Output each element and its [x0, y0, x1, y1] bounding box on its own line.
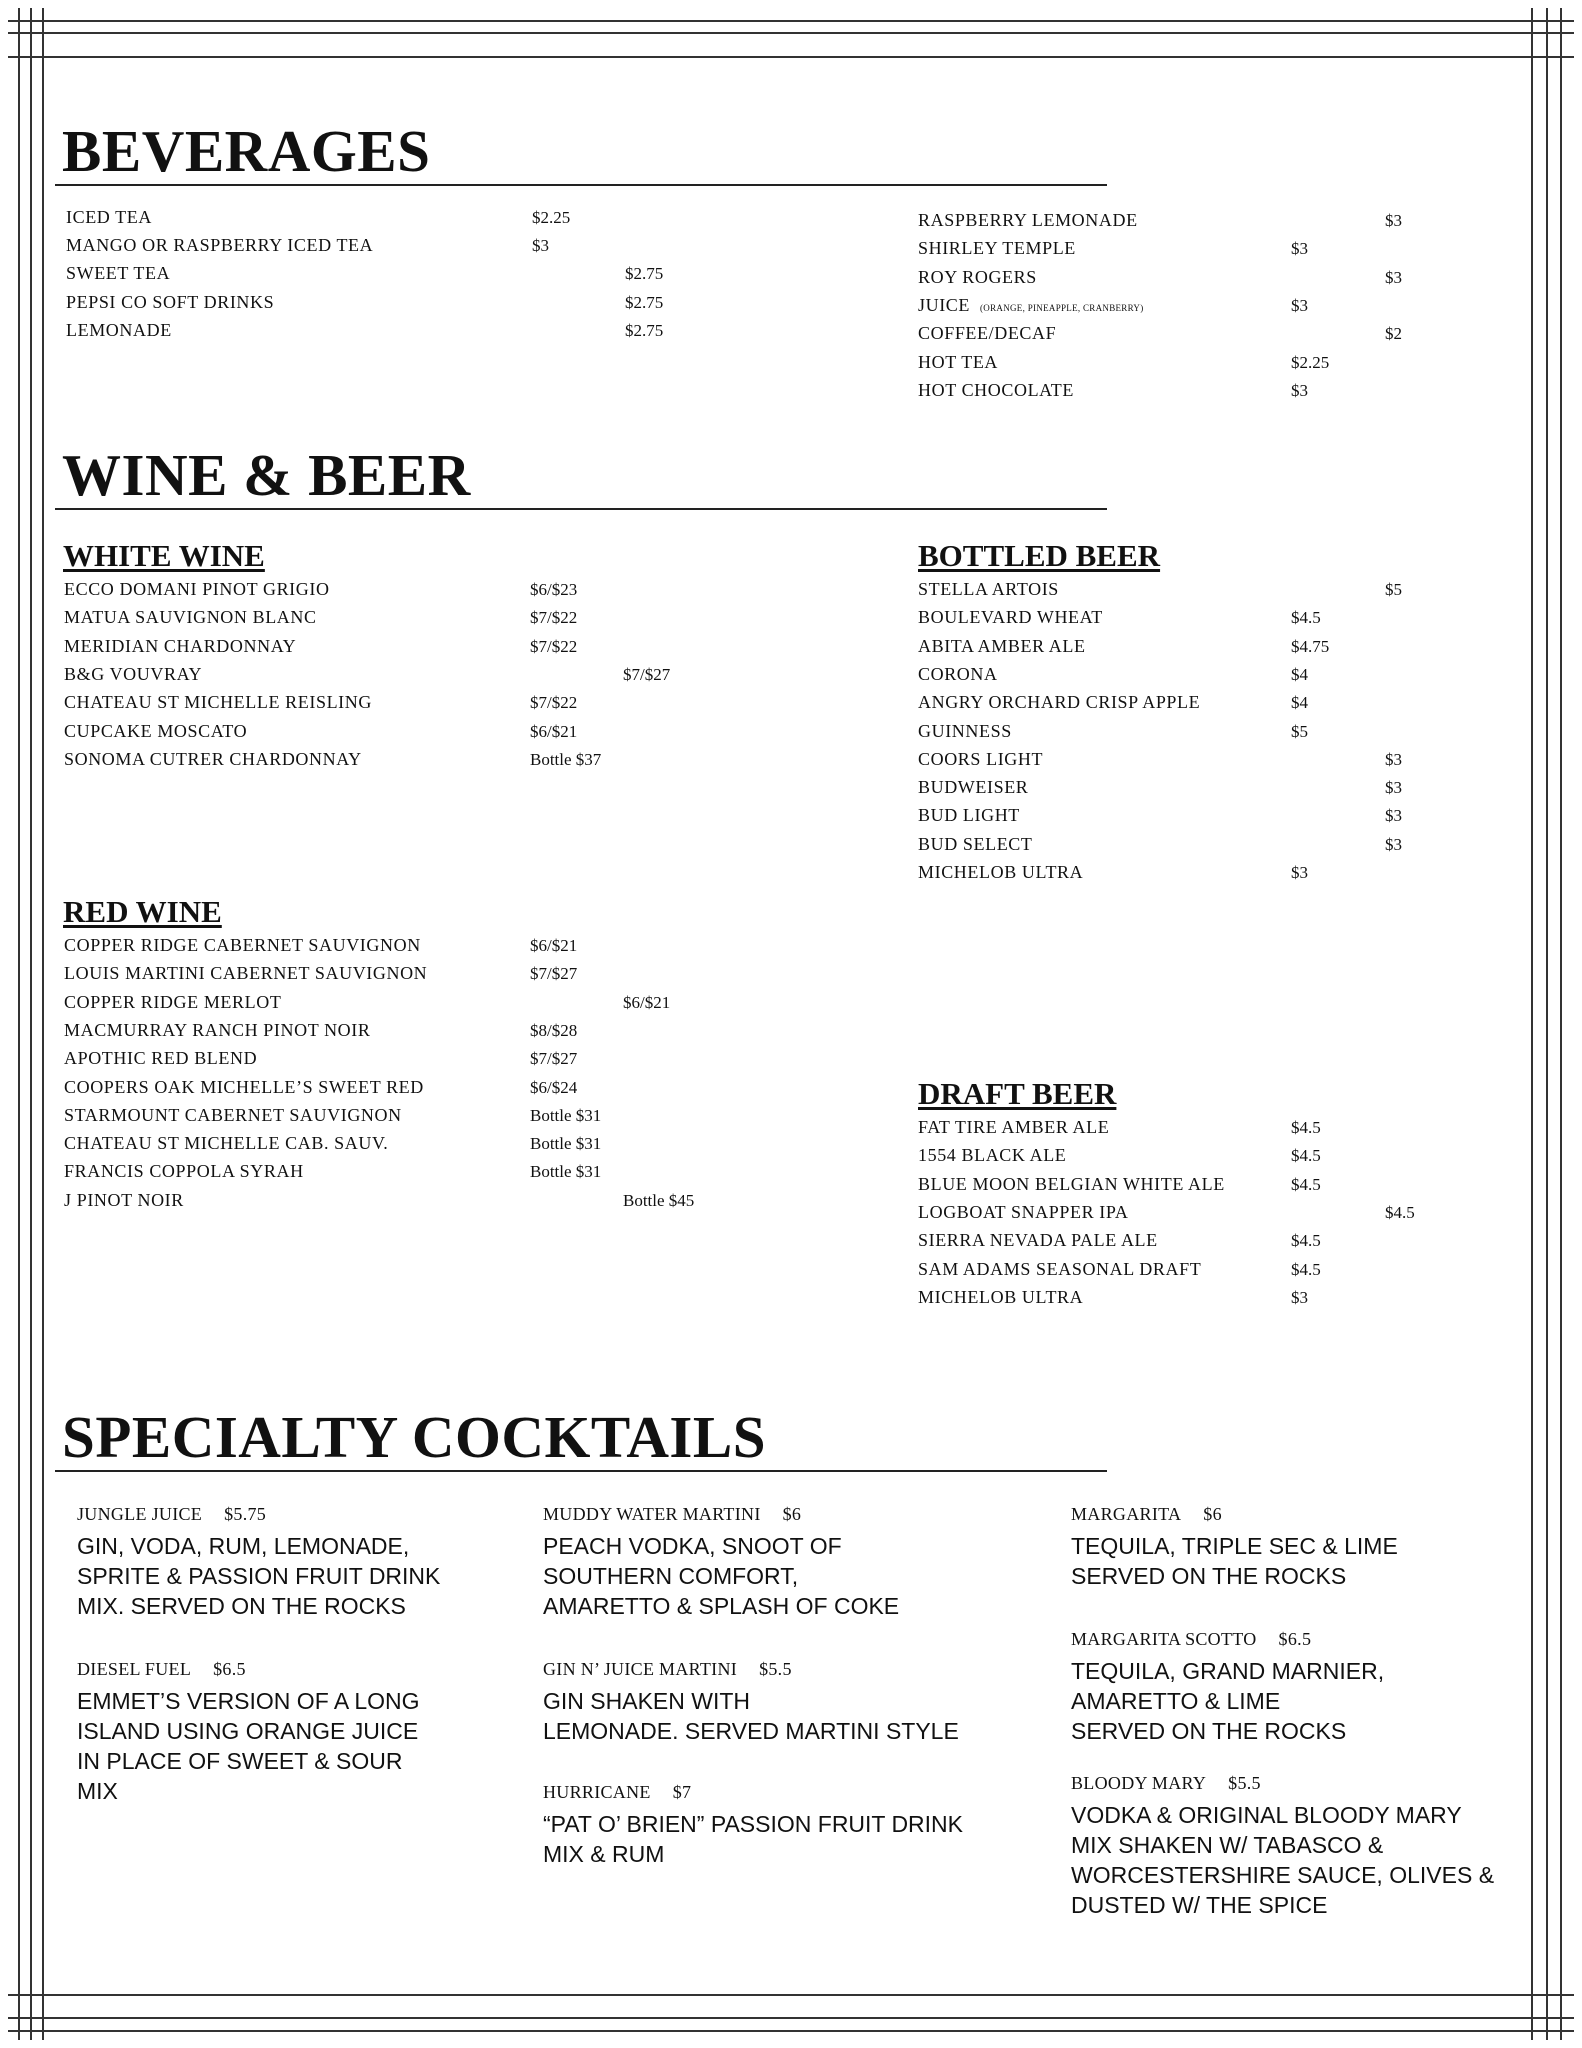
menu-item-name: MACMURRAY RANCH PINOT NOIR: [64, 1019, 371, 1040]
menu-item-name: ICED TEA: [66, 207, 152, 227]
menu-item-price: $4.5: [1291, 1259, 1321, 1279]
menu-item-name: 1554 BLACK ALE: [918, 1145, 1067, 1166]
menu-item-price: Bottle $31: [530, 1134, 602, 1154]
menu-item-name: SHIRLEY TEMPLE: [918, 238, 1076, 259]
menu-item-name: MERIDIAN CHARDONNAY: [64, 635, 297, 656]
menu-item-price: $4.75: [1291, 636, 1330, 656]
menu-item-note: (ORANGE, PINEAPPLE, CRANBERRY): [980, 302, 1144, 313]
menu-item-price: $3: [1291, 380, 1308, 400]
menu-item-name: B&G VOUVRAY: [64, 663, 203, 684]
menu-item-name: LEMONADE: [66, 319, 172, 340]
menu-item-price: $2.75: [625, 320, 664, 340]
cocktail-description: GIN SHAKEN WITH LEMONADE. SERVED MARTINI STYLE: [543, 1688, 959, 1744]
cocktail-name: GIN N’ JUICE MARTINI $5.5: [543, 1659, 792, 1679]
menu-item-price: $3: [1291, 863, 1308, 882]
menu-item-name: SAM ADAMS SEASONAL DRAFT: [918, 1258, 1202, 1279]
menu-item-price: $5: [1291, 721, 1308, 741]
menu-item-name: COPPER RIDGE CABERNET SAUVIGNON: [64, 935, 421, 955]
menu-item-name: CUPCAKE MOSCATO: [64, 720, 248, 741]
menu-item-name: ROY ROGERS: [918, 266, 1037, 287]
menu-item-name: MICHELOB ULTRA: [918, 1286, 1084, 1307]
cocktail-description: TEQUILA, TRIPLE SEC & LIME SERVED ON THE ROCKS: [1071, 1533, 1398, 1589]
menu-item-price: $4.5: [1291, 1118, 1321, 1137]
menu-item-name: CORONA: [918, 663, 998, 684]
cocktail-description: PEACH VODKA, SNOOT OF SOUTHERN COMFORT, AMARETTO & SPLASH OF COKE: [543, 1533, 900, 1619]
menu-item-price: $7/$22: [530, 693, 578, 713]
menu-item-price: $7/$27: [530, 1049, 578, 1069]
cocktail-description: EMMET’S VERSION OF A LONG ISLAND USING ORANGE JUICE IN PLACE OF SWEET & SOUR MIX: [77, 1688, 420, 1804]
cocktail-name: MARGARITA $6: [1071, 1504, 1222, 1524]
frame-line: [8, 32, 1574, 34]
menu-item-name: APOTHIC RED BLEND: [64, 1048, 258, 1069]
menu-item-price: $4.5: [1291, 608, 1321, 628]
menu-item-price: $3: [1291, 1287, 1308, 1307]
menu-item-price: $2.25: [1291, 352, 1330, 372]
menu-item-price: $3: [1385, 778, 1402, 798]
menu-item-price: $4: [1291, 664, 1308, 684]
menu-item-name: ECCO DOMANI PINOT GRIGIO: [64, 579, 330, 599]
beverages-title: BEVERAGES: [62, 118, 431, 184]
menu-item-price: Bottle $31: [530, 1162, 602, 1182]
menu-item-price: $8/$28: [530, 1020, 578, 1040]
cocktail-price: $6.5: [1278, 1629, 1312, 1649]
frame-line: [18, 8, 20, 2040]
cocktail-price: $5.5: [1228, 1773, 1261, 1793]
menu-item-name: COORS LIGHT: [918, 748, 1044, 769]
section-rule: [55, 508, 1107, 510]
cocktail-price: $5.5: [759, 1659, 792, 1679]
cocktail-description: GIN, VODA, RUM, LEMONADE, SPRITE & PASSION FRUIT DRINK MIX. SERVED ON THE ROCKS: [77, 1533, 441, 1619]
cocktail-name: MUDDY WATER MARTINI $6: [543, 1504, 802, 1524]
cocktail-price: $6: [782, 1504, 802, 1524]
frame-line: [8, 2017, 1574, 2019]
menu-item-price: $3: [1291, 239, 1308, 259]
cocktail-name: DIESEL FUEL $6.5: [77, 1659, 246, 1679]
menu-item-price: $4.5: [1291, 1174, 1321, 1194]
cocktails-title: SPECIALTY COCKTAILS: [62, 1404, 767, 1470]
frame-line: [8, 2030, 1574, 2032]
menu-item-name: COPPER RIDGE MERLOT: [64, 991, 282, 1012]
menu-item-price: $3: [1291, 295, 1308, 315]
menu-item-name: LOUIS MARTINI CABERNET SAUVIGNON: [64, 963, 428, 984]
menu-item-name: HOT CHOCOLATE: [918, 379, 1074, 400]
menu-item-name: BUD LIGHT: [918, 805, 1020, 826]
menu-item-price: $7/$22: [530, 608, 578, 628]
section-rule: [55, 184, 1107, 186]
menu-item-price: $3: [1385, 834, 1402, 854]
cocktail-description: “PAT O’ BRIEN” PASSION FRUIT DRINK MIX & RUM: [543, 1811, 964, 1867]
frame-line: [8, 1994, 1574, 1996]
menu-item-name: ABITA AMBER ALE: [918, 635, 1086, 656]
cocktail-price: $7: [672, 1782, 692, 1802]
menu-item-price: $4.5: [1291, 1231, 1321, 1251]
cocktail-description: TEQUILA, GRAND MARNIER, AMARETTO & LIME SERVED ON THE ROCKS: [1071, 1658, 1385, 1744]
menu-item-name: STELLA ARTOIS: [918, 579, 1059, 599]
cocktail-price: $5.75: [224, 1504, 267, 1524]
menu-item-name: PEPSI CO SOFT DRINKS: [66, 291, 275, 312]
menu-item-name: BOULEVARD WHEAT: [918, 607, 1103, 628]
menu-item-name: BLUE MOON BELGIAN WHITE ALE: [918, 1173, 1225, 1194]
frame-line: [1546, 8, 1548, 2040]
frame-line: [1560, 8, 1562, 2040]
menu-item-name: COOPERS OAK MICHELLE’S SWEET RED: [64, 1076, 424, 1097]
menu-item-price: $6/$21: [623, 992, 671, 1012]
section-rule: [55, 1470, 1107, 1472]
cocktail-description: VODKA & ORIGINAL BLOODY MARY MIX SHAKEN W/ TABASCO & WORCESTERSHIRE SAUCE, OLIVES & DUSTED W/ THE SPICE: [1071, 1802, 1495, 1918]
menu-item-name: STARMOUNT CABERNET SAUVIGNON: [64, 1104, 402, 1125]
menu-item-price: $3: [1385, 267, 1402, 287]
menu-item-price: $6/$21: [530, 936, 578, 955]
cocktail-price: $6.5: [213, 1659, 246, 1679]
menu-item-price: $4: [1291, 693, 1308, 713]
menu-item-name: CHATEAU ST MICHELLE CAB. SAUV.: [64, 1133, 389, 1154]
draft-beer-heading: DRAFT BEER: [918, 1076, 1117, 1111]
menu-item-name: BUDWEISER: [918, 777, 1029, 798]
menu-item-name: HOT TEA: [918, 351, 999, 372]
menu-item-price: $6/$24: [530, 1077, 578, 1097]
menu-item-name: SIERRA NEVADA PALE ALE: [918, 1230, 1158, 1251]
cocktail-name: BLOODY MARY $5.5: [1071, 1773, 1261, 1793]
menu-item-price: $2: [1385, 324, 1402, 344]
menu-item-name: SONOMA CUTRER CHARDONNAY: [64, 748, 362, 769]
menu-item-price: $7/$27: [623, 664, 671, 684]
menu-item-price: $2.75: [625, 292, 664, 312]
menu-item-price: Bottle $37: [530, 749, 602, 769]
menu-item-name: MATUA SAUVIGNON BLANC: [64, 607, 317, 628]
menu-item-name: RASPBERRY LEMONADE: [918, 210, 1138, 230]
menu-item-price: Bottle $45: [623, 1190, 695, 1210]
frame-line: [1531, 8, 1533, 2040]
menu-item-price: $6/$23: [530, 580, 578, 599]
menu-item-name: MANGO OR RASPBERRY ICED TEA: [66, 235, 374, 256]
menu-item-price: $4.5: [1291, 1146, 1321, 1166]
menu-item-price: $3: [532, 236, 549, 256]
menu-item-price: $7/$22: [530, 636, 578, 656]
menu-item-price: Bottle $31: [530, 1105, 602, 1125]
frame-line: [42, 8, 44, 2040]
menu-item-name: GUINNESS: [918, 720, 1012, 741]
cocktail-name: JUNGLE JUICE $5.75: [77, 1504, 267, 1524]
menu-item-name: JUICE (ORANGE, PINEAPPLE, CRANBERRY): [918, 294, 1144, 315]
menu-item-price: $3: [1385, 806, 1402, 826]
menu-item-price: $6/$21: [530, 721, 578, 741]
menu-item-name: COFFEE/DECAF: [918, 323, 1057, 344]
menu-item-name: FAT TIRE AMBER ALE: [918, 1117, 1110, 1137]
red-wine-heading: RED WINE: [63, 894, 222, 929]
frame-line: [8, 20, 1574, 22]
bottled-beer-heading: BOTTLED BEER: [918, 538, 1161, 573]
menu-item-name: BUD SELECT: [918, 833, 1033, 854]
menu-item-price: $5: [1385, 580, 1402, 599]
menu-item-price: $3: [1385, 749, 1402, 769]
menu-item-price: $2.75: [625, 264, 664, 284]
menu-item-name: J PINOT NOIR: [64, 1189, 184, 1210]
cocktail-name: MARGARITA SCOTTO $6.5: [1071, 1629, 1312, 1649]
menu-item-name: MICHELOB ULTRA: [918, 862, 1084, 882]
cocktail-price: $6: [1203, 1504, 1222, 1524]
menu-item-name: CHATEAU ST MICHELLE REISLING: [64, 692, 372, 713]
white-wine-heading: WHITE WINE: [63, 538, 265, 573]
menu-item-price: $7/$27: [530, 964, 578, 984]
menu-item-name: ANGRY ORCHARD CRISP APPLE: [918, 692, 1201, 713]
menu-item-price: $3: [1385, 211, 1402, 230]
cocktail-name: HURRICANE $7: [543, 1782, 692, 1802]
menu-item-price: $2.25: [532, 208, 571, 227]
frame-line: [8, 56, 1574, 58]
frame-line: [30, 8, 32, 2040]
wine-beer-title: WINE & BEER: [62, 442, 471, 508]
menu-item-name: FRANCIS COPPOLA SYRAH: [64, 1161, 304, 1182]
menu-item-name: SWEET TEA: [66, 263, 171, 284]
menu-item-name: LOGBOAT SNAPPER IPA: [918, 1201, 1129, 1222]
menu-item-price: $4.5: [1385, 1202, 1415, 1222]
